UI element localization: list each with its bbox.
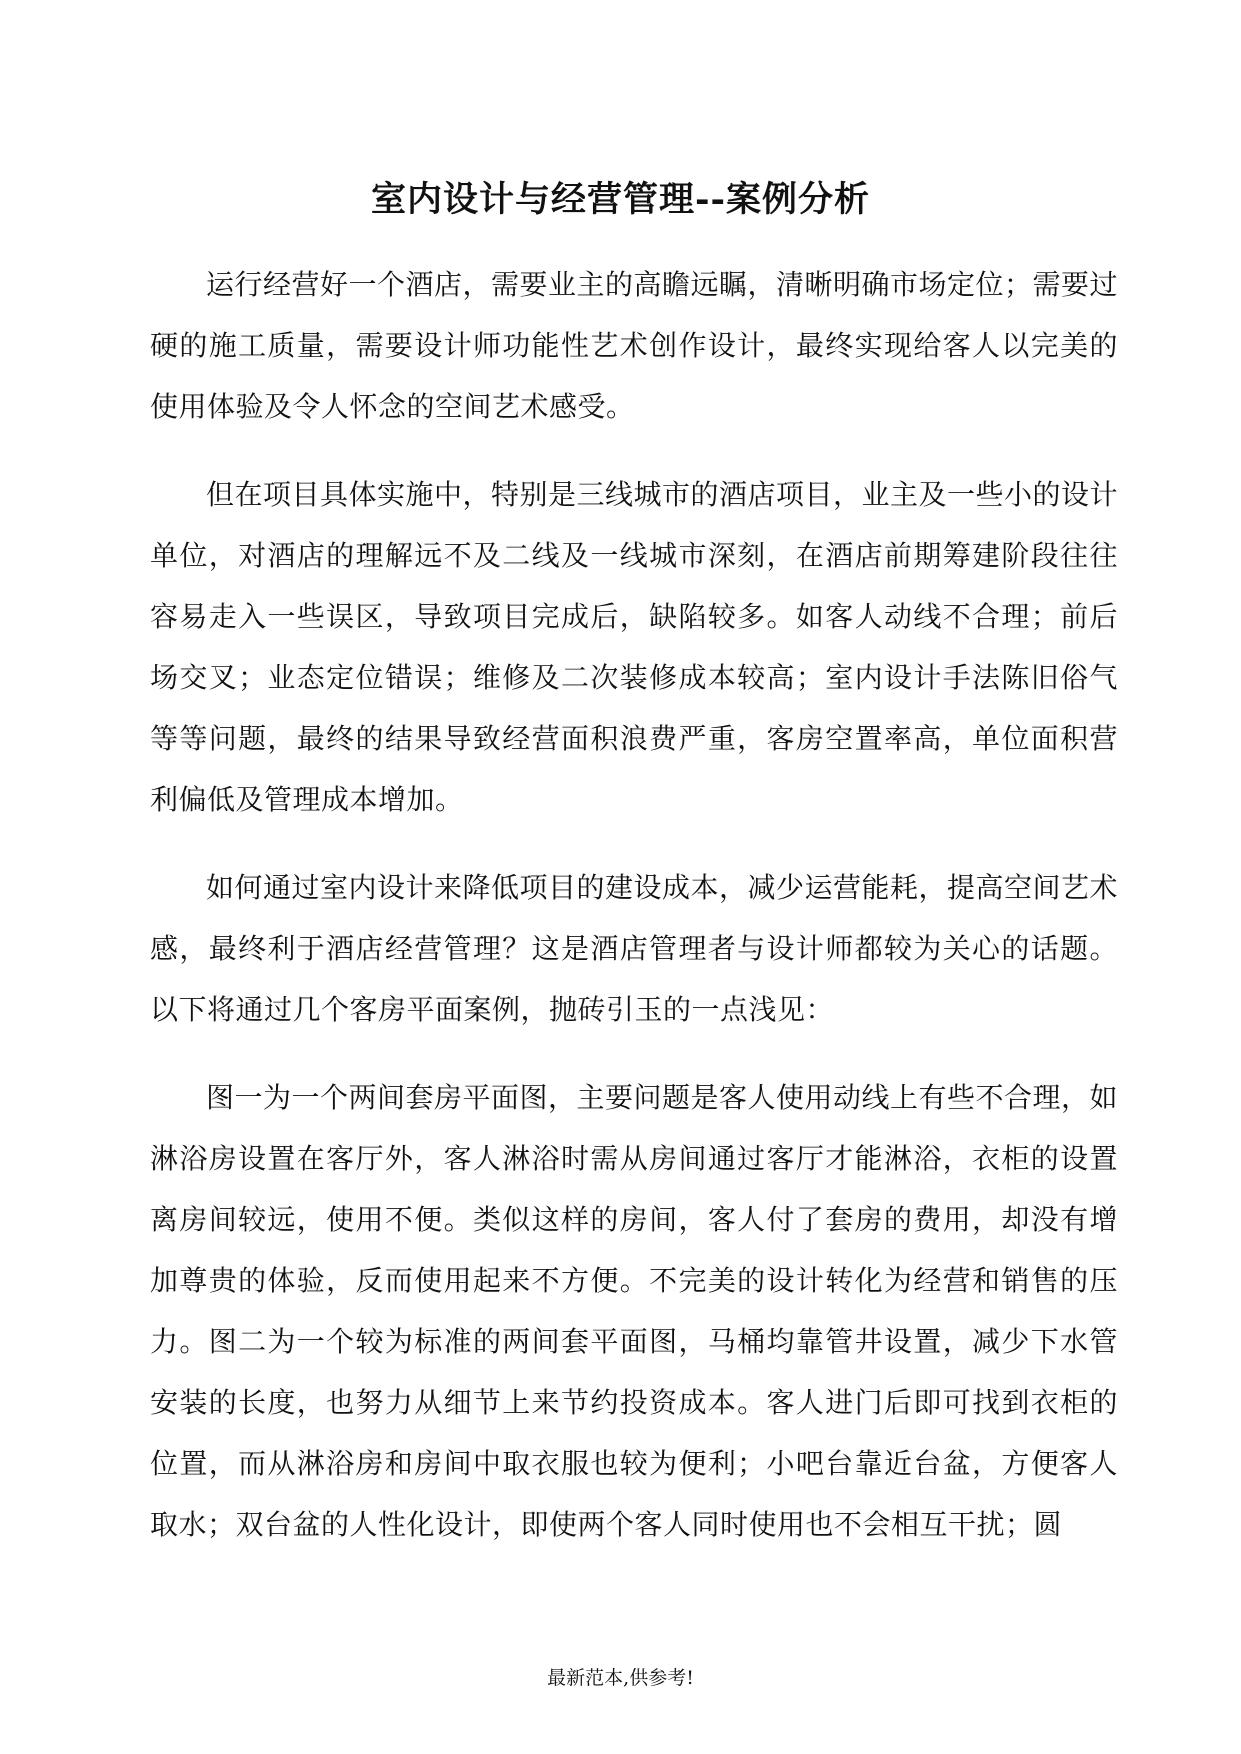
document-title: 室内设计与经营管理--案例分析 [370,179,871,220]
document-body [150,254,1118,1582]
paragraph-intro: 运行经营好一个酒店，需要业主的高瞻远瞩，清晰明确市场定位；需要过硬的施工质量，需要设计师功能性艺术创作设计，最终实现给客人以完美的使用体验及令人怀念的空间艺术感受。 [150,268,1119,423]
page-footer: 最新范本,供参考! [547,1667,694,1689]
paragraph-case-analysis: 图一为一个两间套房平面图，主要问题是客人使用动线上有些不合理，如淋浴房设置在客厅外，客人淋浴时需从房间通过客厅才能淋浴，衣柜的设置离房间较远，使用不便。类似这样的房间，客人付了套房的费用，却没有增加尊贵的体验，反而使用起来不方便。不完美的设计转化为经营和销售的压力。图二为一个较为标准的两间套平面图，马桶均靠管井设置，减少下水管安装的长度，也努力从细节上来节约投资成本。客人进门后即可找到衣柜的位置，而从淋浴房和房间中取衣服也较为便利；小吧台靠近台盆，方便客人取水；双台盆的人性化设计，即使两个客人同时使用也不会相互干扰；圆 [150,1081,1119,1541]
paragraph-question: 如何通过室内设计来降低项目的建设成本，减少运营能耗，提高空间艺术感，最终利于酒店经营管理？这是酒店管理者与设计师都较为关心的话题。以下将通过几个客房平面案例，抛砖引玉的一点浅见： [150,871,1119,1026]
paragraph-problems: 但在项目具体实施中，特别是三线城市的酒店项目，业主及一些小的设计单位，对酒店的理解远不及二线及一线城市深刻，在酒店前期筹建阶段往往容易走入一些误区，导致项目完成后，缺陷较多。如客人动线不合理；前后场交叉；业态定位错误；维修及二次装修成本较高；室内设计手法陈旧俗气等等问题，最终的结果导致经营面积浪费严重，客房空置率高，单位面积营利偏低及管理成本增加。 [150,478,1119,816]
